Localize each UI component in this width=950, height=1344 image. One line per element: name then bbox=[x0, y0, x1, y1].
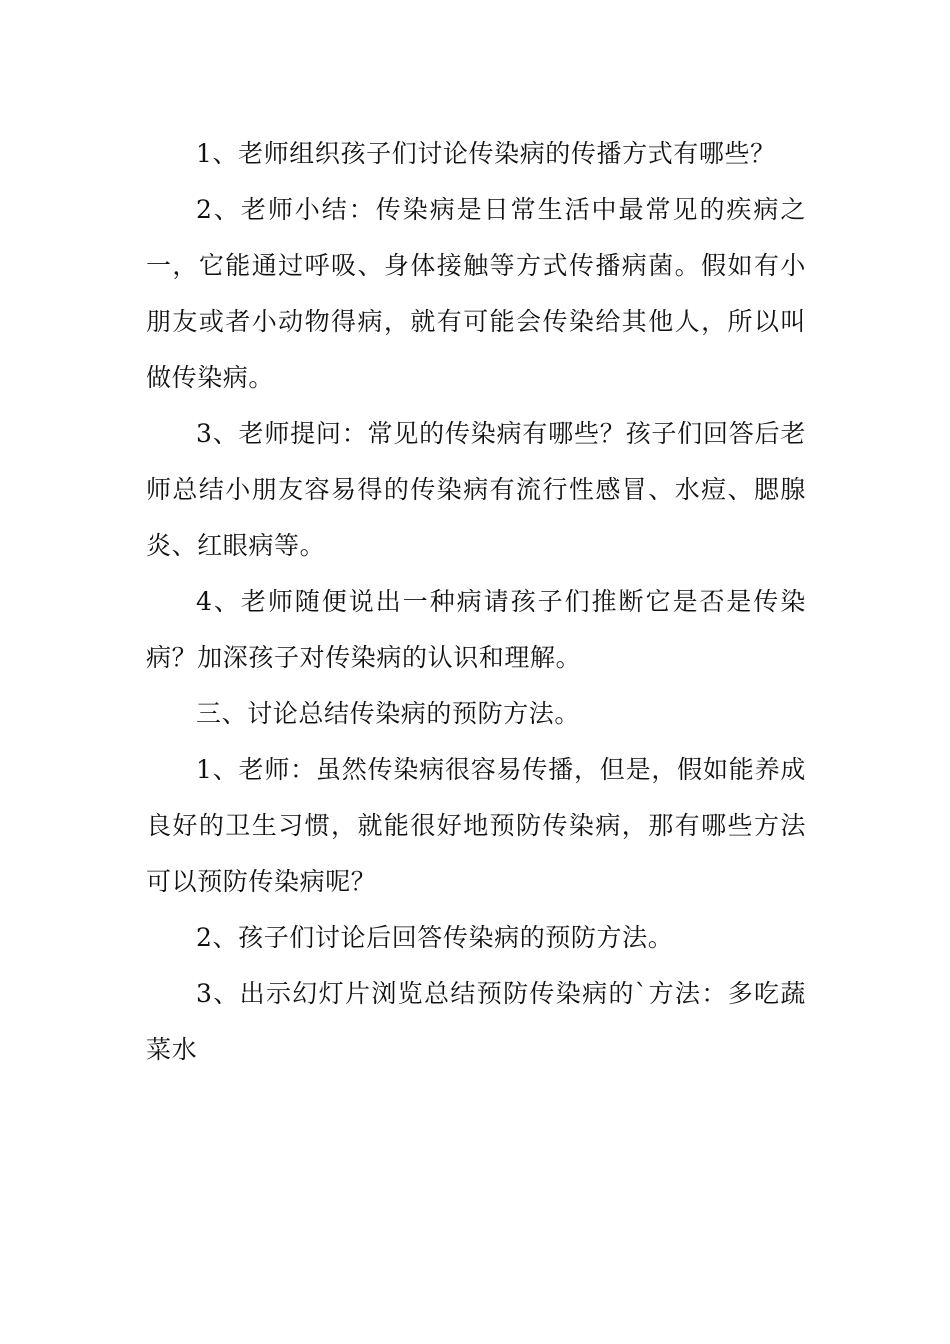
paragraph-common-diseases: 3、老师提问：常见的传染病有哪些？孩子们回答后老师总结小朋友容易得的传染病有流行性感冒、水痘、腮腺炎、红眼病等。 bbox=[146, 419, 806, 560]
document-body bbox=[146, 126, 806, 1078]
section-heading-prevention: 三、讨论总结传染病的预防方法。 bbox=[196, 699, 581, 728]
paragraph-children-answer: 2、孩子们讨论后回答传染病的预防方法。 bbox=[196, 923, 674, 952]
paragraph-disease-judgement: 4、老师随便说出一种病请孩子们推断它是否是传染病？加深孩子对传染病的认识和理解。 bbox=[146, 587, 806, 672]
paragraph-slideshow-methods: 3、出示幻灯片浏览总结预防传染病的`方法：多吃蔬菜水 bbox=[146, 979, 806, 1064]
paragraph-hygiene-habits: 1、老师：虽然传染病很容易传播，但是，假如能养成良好的卫生习惯，就能很好地预防传染病，那有哪些方法可以预防传染病呢？ bbox=[146, 755, 806, 896]
paragraph-transmission-question: 1、老师组织孩子们讨论传染病的传播方式有哪些？ bbox=[196, 139, 776, 168]
paragraph-teacher-summary: 2、老师小结：传染病是日常生活中最常见的疾病之一，它能通过呼吸、身体接触等方式传播病菌。假如有小朋友或者小动物得病，就有可能会传染给其他人，所以叫做传染病。 bbox=[146, 195, 806, 392]
